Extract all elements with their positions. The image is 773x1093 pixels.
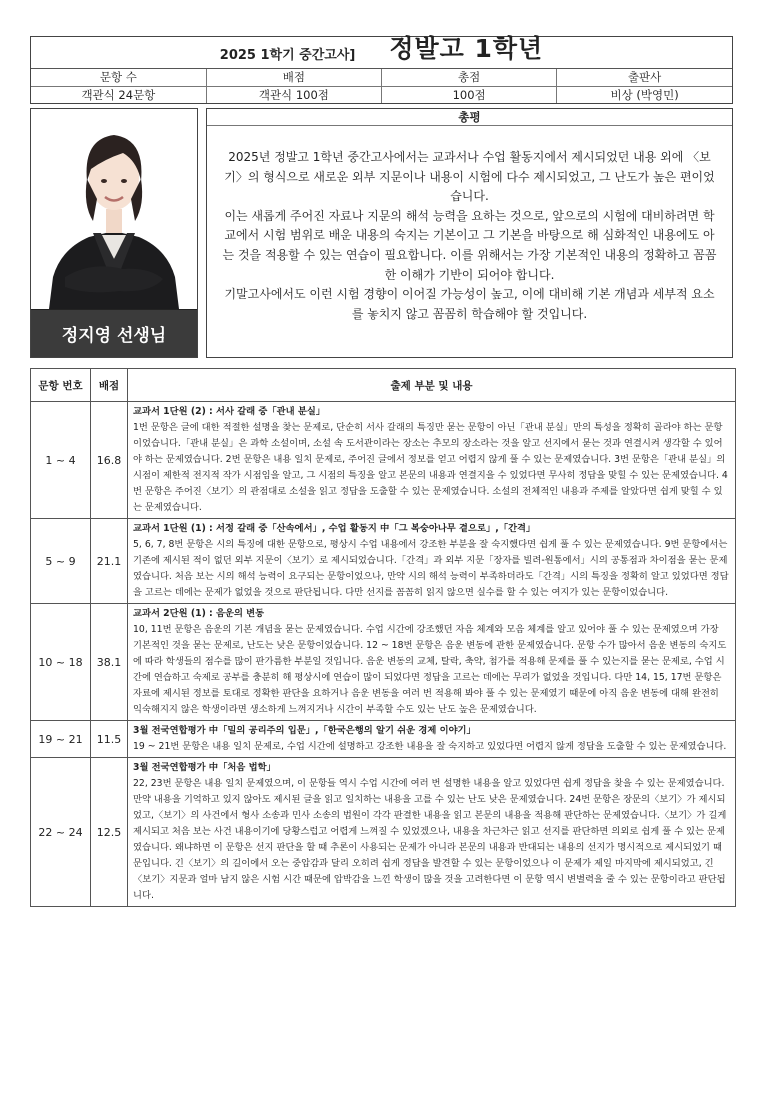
info-label-total: 총점 [382, 69, 557, 86]
row-score: 12.5 [91, 758, 128, 907]
row-score: 16.8 [91, 402, 128, 519]
header-content: 출제 부분 및 내용 [128, 369, 736, 402]
review-title: 총평 [207, 109, 732, 126]
row-question-number: 1 ~ 4 [31, 402, 91, 519]
review-text [207, 126, 732, 324]
info-label-count: 문항 수 [31, 69, 206, 86]
table-row [31, 604, 736, 721]
row-body: 1번 문항은 글에 대한 적절한 설명을 찾는 문제로, 단순히 서사 갈래의 특징만 묻는 문항이 아닌「관내 분실」만의 특성을 정확히 골라야 하는 문항이었습니다.「관내 분실」은 과학 소설이며, 소설 속 도서관이라는 장소는 추모의 장소라는 것을 알고 선지에서 묻는 것과 연결시켜 생각할 수 있어야 하는 문제였습니다. 2번 문항은 내용 일치 문제로, 주어진 글에서 정보를 얻고 어렵지 않게 풀 수 있는 문제였습니다. 3번 문항은「관내 분실」의 시점이 제한적 전지적 작가 시점임을 알고, 그 시점의 특징을 알고 본문의 내용과 연결지을 수 있었다면 무사히 정답을 맞힐 수 있는 문제였습니다. 4번 문항은 주어진〈보기〉의 관점대로 소설을 읽고 정답을 도출할 수 있는 문제였습니다. 소설의 전체적인 내용과 주제를 알았다면 쉽게 맞힐 수 있는 문제였습니다. [133, 422, 728, 513]
row-body: 19 ~ 21번 문항은 내용 일치 문제로, 수업 시간에 설명하고 강조한 내용을 잘 숙지하고 있었다면 어렵지 않게 정답을 도출할 수 있는 문제였습니다. [133, 741, 727, 752]
teacher-portrait-image [31, 109, 197, 309]
row-score: 21.1 [91, 519, 128, 604]
row-score: 38.1 [91, 604, 128, 721]
row-title: 3월 전국연합평가 中「처음 법학」 [133, 762, 276, 773]
row-title: 교과서 1단원 (1) : 서정 갈래 중「산속에서」, 수업 활동지 中「그 복숭아나무 곁으로」,「간격」 [133, 523, 536, 534]
row-title: 교과서 1단원 (2) : 서사 갈래 중「관내 분실」 [133, 406, 326, 417]
info-value-count: 객관식 24문항 [31, 86, 206, 103]
row-score: 11.5 [91, 721, 128, 758]
table-row [31, 402, 736, 519]
info-value-score: 객관식 100점 [206, 86, 381, 103]
row-content [128, 402, 736, 519]
row-question-number: 5 ~ 9 [31, 519, 91, 604]
info-label-publisher: 출판사 [557, 69, 732, 86]
table-row [31, 519, 736, 604]
row-content [128, 604, 736, 721]
review-paragraph: 2025년 정발고 1학년 중간고사에서는 교과서나 수업 활동지에서 제시되었던 내용 외에 〈보기〉의 형식으로 새로운 외부 지문이나 내용이 시험에 다수 제시되었고, 그 난도가 높은 편이었습니다. [224, 150, 715, 204]
review-box [206, 108, 733, 358]
page-title: 정발고 1학년 [389, 34, 544, 63]
row-question-number: 10 ~ 18 [31, 604, 91, 721]
info-label-score: 배점 [206, 69, 381, 86]
row-title: 교과서 2단원 (1) : 음운의 변동 [133, 608, 265, 619]
table-row [31, 758, 736, 907]
exam-info-table [31, 69, 732, 103]
teacher-card [30, 108, 198, 358]
row-content [128, 721, 736, 758]
row-question-number: 19 ~ 21 [31, 721, 91, 758]
row-body: 5, 6, 7, 8번 문항은 시의 특징에 대한 문항으로, 평상시 수업 내용에서 강조한 부분을 잘 숙지했다면 쉽게 풀 수 있는 문제였습니다. 9번 문항에서는 기존에 제시된 적이 없던 외부 지문이〈보기〉로 제시되었습니다.「간격」과 외부 지문「장자를 빌려-원통에서」시의 공통점과 차이점을 묻는 문제였습니다. 처음 보는 시의 해석 능력이 요구되는 문항이었으나, 만약 시의 해석 능력이 부족하더라도「간격」시의 특징을 정확히 알고 있었다면 정답을 고르는 데에는 문제가 없었을 것으로 판단됩니다. 다만 선지를 꼼꼼히 읽지 않으면 실수를 할 수 있는 여지가 있는 문항이었습니다. [133, 539, 729, 598]
row-content [128, 519, 736, 604]
review-paragraph: 기말고사에서도 이런 시험 경향이 이어질 가능성이 높고, 이에 대비해 기본 개념과 세부적 요소를 놓치지 않고 꼼꼼히 학습해야 할 것입니다. [224, 287, 715, 321]
table-row [31, 721, 736, 758]
exam-header [30, 36, 733, 104]
question-analysis-table [30, 368, 736, 907]
teacher-name: 정지영 선생님 [31, 309, 197, 357]
row-body: 10, 11번 문항은 음운의 기본 개념을 묻는 문제였습니다. 수업 시간에 강조했던 자음 체계와 모음 체계를 알고 있어야 풀 수 있는 문제였으며 가장 기본적인 것을 묻는 문제로, 난도는 낮은 문항이었습니다. 12 ~ 18번 문항은 음운 변동에 관한 문제였습니다. 문항 수가 많아서 음운 변동의 숙지도에 따라 학생들의 점수를 많이 판가름한 부분일 것입니다. 음운 변동의 교체, 탈락, 축약, 첨가를 적용해 문제를 풀 수 있는지를 묻는 문제로, 수업 시간에 연습하고 숙제로 공부를 충분히 해 평상시에 연습이 많이 되었다면 정답을 고르는 데에는 무리가 없었을 것입니다. 다만 14, 15, 17번 문항은 자료에 제시된 정보를 토대로 정확한 판단을 요하거나 음운 변동을 여러 번 적용해 봐야 풀 수 있는 문제였기 때문에 아직 음운 변동에 대해 완전히 익숙해지지 않은 학생이라면 생소하게 느껴지거나 시간이 부족할 수도 있는 난도 높은 문제였습니다. [133, 624, 727, 715]
row-question-number: 22 ~ 24 [31, 758, 91, 907]
row-content [128, 758, 736, 907]
review-paragraph: 이는 새롭게 주어진 자료나 지문의 해석 능력을 요하는 것으로, 앞으로의 시험에 대비하려면 학교에서 시험 범위로 배운 내용의 숙지는 기본이고 그 기본을 바탕으로 해 심화적인 내용에도 아는 것을 적용할 수 있는 연습이 필요합니다. 이를 위해서는 가장 기본적인 내용의 정확하고 꼼꼼한 이해가 기반이 되어야 합니다. [222, 208, 717, 282]
table-header-row [31, 369, 736, 402]
header-score: 배점 [91, 369, 128, 402]
info-value-publisher: 비상 (박영민) [610, 87, 679, 102]
row-title: 3월 전국연합평가 中「밀의 공리주의 입문」,「한국은행의 알기 쉬운 경제 이야기」 [133, 725, 476, 736]
teacher-photo [31, 109, 197, 309]
row-body: 22, 23번 문항은 내용 일치 문제였으며, 이 문항들 역시 수업 시간에 여러 번 설명한 내용을 알고 있었다면 쉽게 정답을 찾을 수 있는 문제였습니다. 만약 내용을 기억하고 있지 않아도 제시된 글을 읽고 일치하는 내용을 고를 수 있는 난도 낮은 문제였습니다. 24번 문항은 장문의〈보기〉가 제시되었고,〈보기〉의 사건에서 형사 소송과 민사 소송의 법원이 각각 판결한 내용을 읽고 본문의 내용을 적용해 판단하는 문제였습니다.〈보기〉가 길게 제시되고 처음 보는 사건 내용이기에 당황스럽고 어렵게 느껴질 수 있었겠으나, 내용을 차근차근 읽고 선지를 판단하면 의외로 쉽게 풀 수 있는 문제였습니다. 왜냐하면 이 문항은 선지 판단을 할 때 추론이 사용되는 문제가 아니라 본문의 내용과 반대되는 내용의 선지가 명시적으로 제시되었기 때문입니다. 긴〈보기〉의 길이에서 오는 중압감과 달리 오히려 쉽게 정답을 발견할 수 있는 문항이었으나 이 문제가 제일 마지막에 제시되었고, 긴〈보기〉지문과 얼마 남지 않은 시험 시간 때문에 압박감을 느낀 학생이 많을 것을 고려한다면 이 문항 역시 변별력을 줄 수 있는 문항이라고 판단됩니다. [133, 778, 727, 901]
header-question-number: 문항 번호 [31, 369, 91, 402]
exam-subtitle: 2025 1학기 중간고사] [219, 48, 356, 63]
title-row [31, 34, 732, 69]
info-value-total: 100점 [382, 86, 557, 103]
